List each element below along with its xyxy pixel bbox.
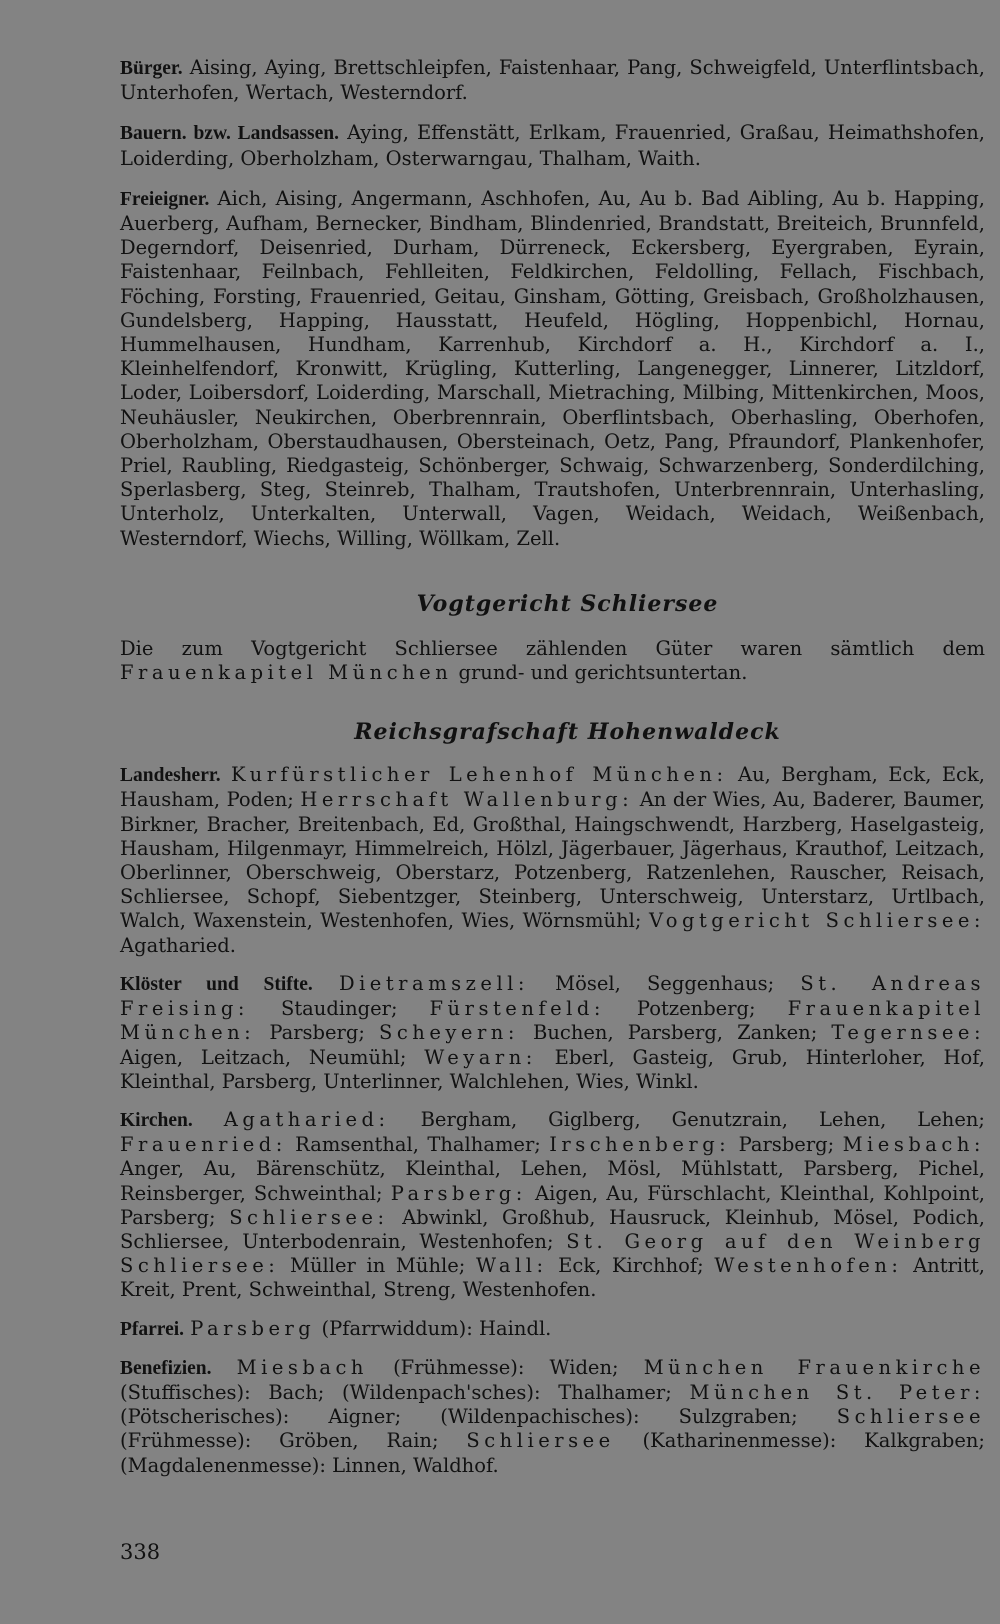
place-list-text: Abwinkl, Großhub, Hausruck, Kleinhub, Mösel, Podich, Schliersee, Unterbodenrain, Westenhofen; <box>120 1205 985 1253</box>
term-benefizien: Benefizien. <box>120 1357 212 1379</box>
paragraph-pfarrei <box>120 1317 985 1342</box>
spaced-place-name: München Frauenkirche <box>643 1355 985 1379</box>
place-list-text: (Pfarrwiddum): Haindl. <box>315 1316 552 1340</box>
spaced-place-name: München St. Peter: <box>689 1380 985 1404</box>
term-bauern: Bauern. bzw. Landsassen. <box>120 123 339 145</box>
spaced-place-name: Miesbach: <box>842 1133 985 1157</box>
term-landesherr: Landesherr. <box>120 765 221 787</box>
spaced-place-name: Vogtgericht Schliersee: <box>648 909 985 933</box>
spaced-place-name: Fürstenfeld: <box>429 997 605 1021</box>
place-list-text: Parsberg; <box>730 1133 843 1157</box>
place-list-text: Aigen, Au, Fürschlacht, Kleinthal, Kohlpoint, Parsberg; <box>120 1181 986 1229</box>
spaced-place-name: Kurfürstlicher Lehenhof München: <box>231 763 728 787</box>
term-kloester: Klöster und Stifte. <box>120 973 313 995</box>
spaced-place-name: St. Andreas Freising: <box>120 971 985 1021</box>
term-freieigner: Freieigner. <box>120 188 210 210</box>
section-heading-vogtgericht: Vogtgericht Schliersee <box>416 590 719 617</box>
paragraph-vogtgericht <box>120 637 985 685</box>
place-list-text: Müller in Mühle; <box>279 1254 476 1278</box>
paragraph-kirchen <box>120 1108 985 1303</box>
place-list-text: Staudinger; <box>248 997 430 1021</box>
spaced-place-name: Dietramszell: <box>338 971 529 995</box>
place-list-text: Anger, Au, Bärenschütz, Kleinthal, Lehen, Mösl, Mühlstatt, Parsberg, Pichel, Reinsberger, Schweinthal; <box>120 1157 985 1205</box>
place-list-text: Mösel, Seggenhaus; <box>529 971 801 995</box>
text-freieigner: Aich, Aising, Angermann, Aschhofen, Au, Au b. Bad Aibling, Au b. Happing, Auerberg, Aufham, Bernecker, Bindham, Blindenried, Brandstatt, Breiteich, Brunnfeld, Degerndorf, Deisenried, Durham, Dürreneck, Eckersberg, Eyergraben, Eyrain, Faistenhaar, Feilnbach, Fehlleiten, Feldkirchen, Feldolling, Fellach, Fischbach, Föching, Forsting, Frauenried, Geitau, Ginsham, Götting, Greisbach, Großholzhausen, Gundelsberg, Happing, Hausstatt, Heufeld, Högling, Hoppenbichl, Hornau, Hummelhausen, Hundham, Karrenhub, Kirchdorf a. H., Kirchdorf a. I., Kleinhelfendorf, Kronwitt, Krügling, Kutterling, Langenegger, Linnerer, Litzldorf, Loder, Loibersdorf, Loiderding, Marschall, Mietraching, Milbing, Mittenkirchen, Moos, Neuhäusler, Neukirchen, Oberbrennrain, Oberflintsbach, Oberhasling, Oberhofen, Oberholzham, Oberstaudhausen, Obersteinach, Oetz, Pang, Pfraundorf, Plankenhofer, Priel, Raubling, Riedgasteig, Schönberger, Schwaig, Schwarzenberg, Sonderdilching, Sperlasberg, Steg, Steinreb, Thalham, Trautshofen, Unterbrennrain, Unterhasling, Unterholz, Unterkalten, Unterwall, Vagen, Weidach, Weidach, Weißenbach, Westerndorf, Wiechs, Willing, Wöllkam, Zell. <box>120 186 986 550</box>
place-list-text: Eck, Kirchhof; <box>547 1254 715 1278</box>
paragraph-benefizien <box>120 1356 985 1478</box>
place-list-text: Agatharied. <box>120 933 236 957</box>
place-list-text: Parsberg; <box>255 1021 380 1045</box>
place-list-text: Potzenberg; <box>604 997 788 1021</box>
spaced-place-name: Miesbach <box>236 1355 368 1379</box>
spaced-place-name: Scheyern: <box>379 1021 519 1045</box>
spaced-place-name: Frauenried: <box>120 1133 287 1157</box>
place-list-text: Aigen, Leitzach, Neumühl; <box>120 1045 425 1069</box>
spaced-place-name: Schliersee: <box>229 1205 389 1229</box>
spaced-place-name: Schliersee <box>836 1405 985 1429</box>
text-vogtgericht-after: grund- und gerichtsuntertan. <box>452 661 748 685</box>
spaced-place-name: Parsberg <box>190 1316 316 1340</box>
paragraph-bauern <box>120 121 985 170</box>
spaced-place-name: St. Georg auf den Weinberg Schliersee: <box>120 1229 985 1278</box>
place-list-text: Antritt, Kreit, Prent, Schweinthal, Streng, Westenhofen. <box>120 1254 985 1302</box>
paragraph-landesherr <box>120 763 985 958</box>
document-page <box>120 56 985 1478</box>
spaced-place-name: Herrschaft Wallenburg: <box>300 788 634 812</box>
term-pfarrei: Pfarrei. <box>120 1318 185 1340</box>
spaced-place-name: Irschenberg: <box>549 1133 731 1157</box>
spaced-place-name: Agatharied: <box>223 1107 390 1131</box>
spaced-place-name: Weyarn: <box>424 1045 537 1069</box>
place-list-text: Buchen, Parsberg, Zanken; <box>518 1021 832 1045</box>
page-number: 338 <box>120 1540 161 1564</box>
spaced-place-name: Tegernsee: <box>831 1021 986 1045</box>
spaced-place-name: Parsberg: <box>390 1181 527 1205</box>
place-list-text: (Frühmesse): Widen; <box>367 1355 644 1379</box>
paragraph-buerger <box>120 56 985 105</box>
place-list-text: Eberl, Gasteig, Grub, Hinterloher, Hof, Kleinthal, Parsberg, Unterlinner, Walchlehen, Wies, Winkl. <box>120 1045 985 1093</box>
place-list-text: (Frühmesse): Gröben, Rain; <box>120 1429 467 1453</box>
place-list-text: (Katharinenmesse): Kalkgraben; (Magdalenenmesse): Linnen, Waldhof. <box>120 1429 985 1477</box>
place-list-text: (Pötscherisches): Aigner; (Wildenpachisches): Sulzgraben; <box>120 1405 837 1429</box>
term-buerger: Bürger. <box>120 58 183 79</box>
spaced-place-name: Wall: <box>476 1254 548 1278</box>
paragraph-kloester <box>120 972 985 1094</box>
place-list-text: (Stuffisches): Bach; (Wildenpach'sches): Thalhamer; <box>120 1380 690 1404</box>
place-list-text: An der Wies, Au, Baderer, Baumer, Birkner, Bracher, Breitenbach, Ed, Großthal, Haingschwendt, Harzberg, Haselgasteig, Hausham, Hilgenmayr, Himmelreich, Hölzl, Jägerbauer, Jägerhaus, Krauthof, Leitzach, Oberlinner, Oberschweig, Oberstarz, Potzenberg, Ratzenlehen, Rauscher, Reisach, Schliersee, Schopf, Siebentzger, Steinberg, Unterschweig, Unterstarz, Urtlbach, Walch, Waxenstein, Westenhofen, Wies, Wörnsmühl; <box>120 788 985 933</box>
place-list-text: Bergham, Giglberg, Genutzrain, Lehen, Lehen; <box>389 1107 985 1131</box>
text-buerger: Aising, Aying, Brettschleipfen, Faistenhaar, Pang, Schweigfeld, Unterflintsbach, Unterhofen, Wertach, Westerndorf. <box>120 56 985 105</box>
spaced-place-name: Frauenkapitel München: <box>120 997 986 1045</box>
text-bauern: Aying, Effenstätt, Erlkam, Frauenried, Graßau, Heimathshofen, Loiderding, Oberholzham, Osterwarngau, Thalham, Waith. <box>120 121 985 170</box>
term-kirchen: Kirchen. <box>120 1109 193 1131</box>
place-list-text: Ramsenthal, Thalhamer; <box>286 1133 550 1157</box>
section-heading-reichsgrafschaft: Reichsgrafschaft Hohenwaldeck <box>354 719 781 746</box>
paragraph-freieigner <box>120 187 985 551</box>
spaced-place-name: Schliersee <box>466 1429 615 1453</box>
spaced-place-name: Westenhofen: <box>714 1254 903 1278</box>
spaced-name-frauenkapitel: Frauenkapitel München <box>120 661 453 685</box>
place-list-text: Au, Bergham, Eck, Eck, Hausham, Poden; <box>120 763 985 812</box>
text-vogtgericht-before: Die zum Vogtgericht Schliersee zählenden Güter waren sämtlich dem <box>120 636 985 660</box>
